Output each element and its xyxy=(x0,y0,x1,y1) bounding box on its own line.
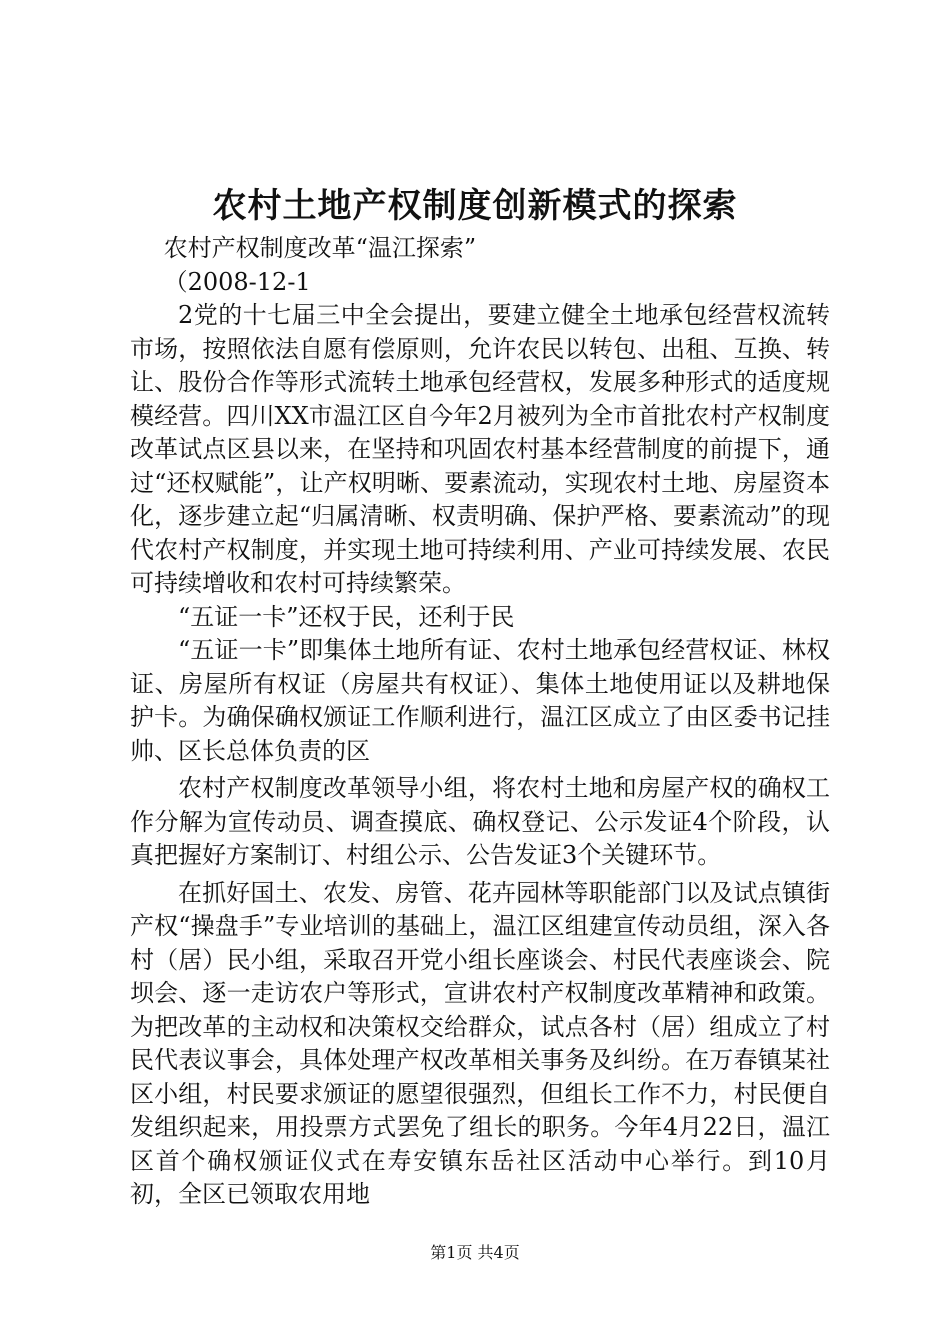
page-number-footer: 第1页 共4页 xyxy=(430,1243,520,1262)
document-title: 农村土地产权制度创新模式的探索 xyxy=(212,186,738,226)
date-paragraph: （2008-12-1 xyxy=(163,267,311,296)
subtitle-paragraph: 农村产权制度改革“温江探索” xyxy=(163,234,477,262)
intro-paragraph: 2党的十七届三中全会提出，要建立健全土地承包经营权流转市场，按照依法自愿有偿原则，允许农民以转包、出租、互换、转让、股份合作等形式流转土地承包经营权，发展多种形式的适度规模经营。四川XX市温江区自今年2月被列为全市首批农村产权制度改革试点区县以来，在坚持和巩固农村基本经营制度的前提下，通过“还权赋能”，让产权明晰、要素流动，实现农村土地、房屋资本化，逐步建立起“归属清晰、权责明确、保护严格、要素流动”的现代农村产权制度，并实现土地可持续利用、产业可持续发展、农民可持续增收和农村可持续繁荣。 xyxy=(130,301,830,597)
leadership-group-paragraph: 农村产权制度改革领导小组，将农村土地和房屋产权的确权工作分解为宣传动员、调查摸底、确权登记、公示发证4个阶段，认真把握好方案制订、村组公示、公告发证3个关键环节。 xyxy=(130,774,830,869)
training-paragraph: 在抓好国土、农发、房管、花卉园林等职能部门以及试点镇街产权“操盘手”专业培训的基础上，温江区组建宣传动员组，深入各村（居）民小组，采取召开党小组长座谈会、村民代表座谈会、院坝会、逐一走访农户等形式，宣讲农村产权制度改革精神和政策。为把改革的主动权和决策权交给群众，试点各村（居）组成立了村民代表议事会，具体处理产权改革相关事务及纠纷。在万春镇某社区小组，村民要求颁证的愿望很强烈，但组长工作不力，村民便自发组织起来，用投票方式罢免了组长的职务。今年4月22日，温江区首个确权颁证仪式在寿安镇东岳社区活动中心举行。到10月初，全区已领取农用地 xyxy=(130,878,830,1208)
section-heading-paragraph: “五证一卡”还权于民，还利于民 xyxy=(178,602,515,631)
document-body xyxy=(130,232,830,1212)
five-certificates-paragraph: “五证一卡”即集体土地所有证、农村土地承包经营权证、林权证、房屋所有权证（房屋共有权证）、集体土地使用证以及耕地保护卡。为确保确权颁证工作顺利进行，温江区成立了由区委书记挂帅、区长总体负责的区 xyxy=(130,636,830,765)
